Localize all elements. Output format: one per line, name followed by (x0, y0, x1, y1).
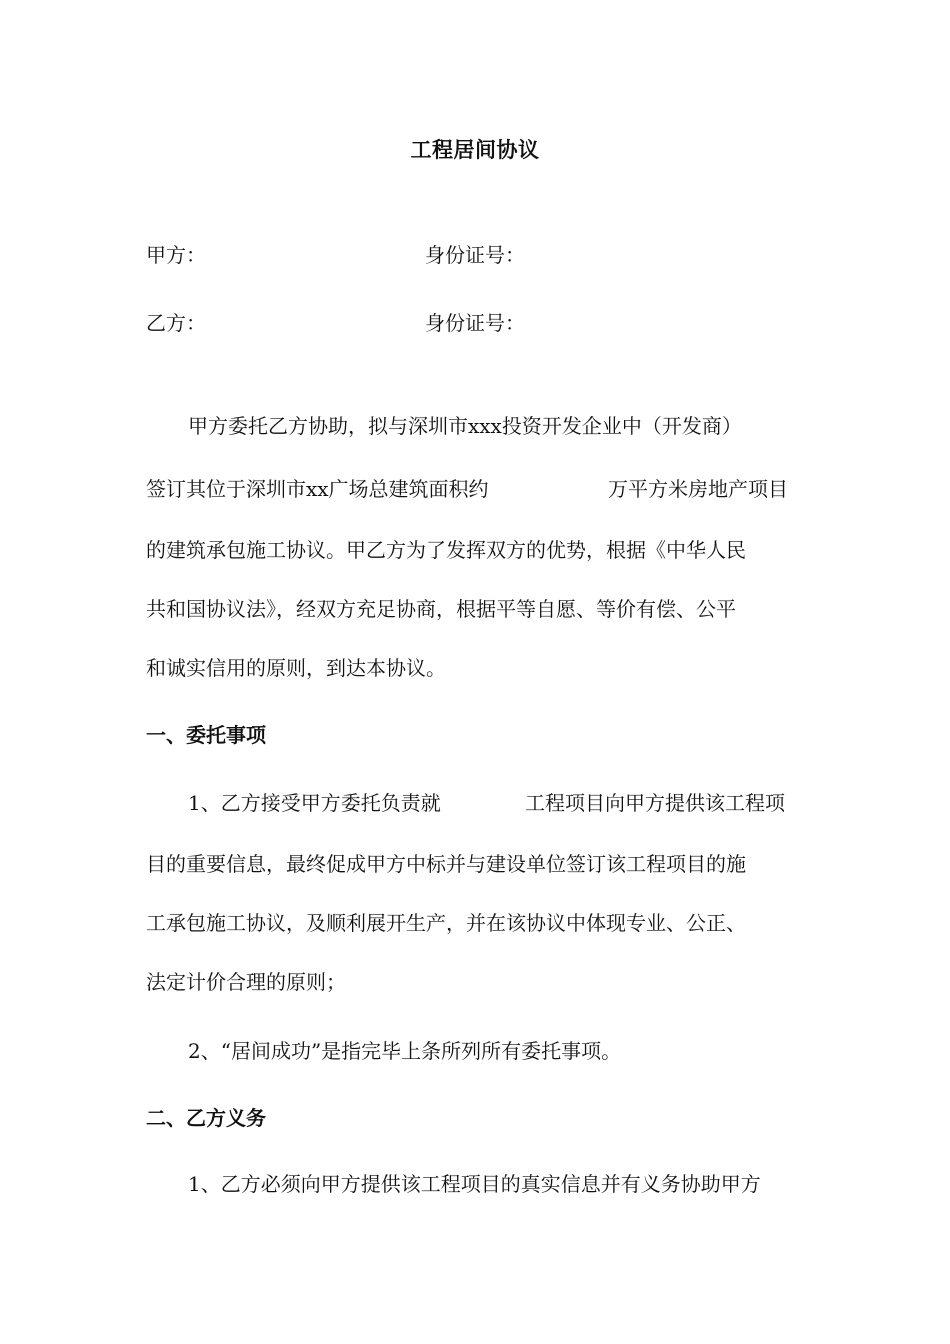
section-1-heading: 一、委托事项 (146, 723, 266, 747)
preamble-line-4: 共和国协议法》，经双方充足协商，根据平等自愿、等价有偿、公平 (146, 597, 736, 621)
preamble-line-2b: 万平方米房地产项目 (608, 477, 788, 501)
section-1-item-1-line-1b: 工程项目向甲方提供该工程项 (525, 791, 785, 815)
section-1-item-1-line-3: 工承包施工协议，及顺利展开生产，并在该协议中体现专业、公正、 (146, 911, 746, 935)
party-a-id-label: 身份证号： (425, 243, 525, 267)
party-a-label: 甲方： (146, 243, 206, 267)
section-1-item-1-line-4: 法定计价合理的原则； (146, 970, 346, 994)
section-2-heading: 二、乙方义务 (146, 1106, 266, 1130)
preamble-line-5: 和诚实信用的原则，到达本协议。 (146, 656, 446, 680)
preamble-line-3: 的建筑承包施工协议。甲乙方为了发挥双方的优势，根据《中华人民 (146, 538, 746, 562)
section-2-item-1-line-1: 1、乙方必须向甲方提供该工程项目的真实信息并有义务协助甲方 (188, 1172, 761, 1196)
document-title: 工程居间协议 (410, 137, 540, 162)
preamble-line-2a: 签订其位于深圳市xx广场总建筑面积约 (146, 477, 489, 501)
party-b-label: 乙方： (146, 311, 206, 335)
section-1-item-1-line-2: 目的重要信息，最终促成甲方中标并与建设单位签订该工程项目的施 (146, 852, 746, 876)
section-1-item-1-line-1a: 1、乙方接受甲方委托负责就 (188, 791, 441, 815)
section-1-item-2: 2、“居间成功”是指完毕上条所列所有委托事项。 (188, 1039, 622, 1063)
preamble-line-1: 甲方委托乙方协助，拟与深圳市xxx投资开发企业中（开发商） (188, 414, 742, 438)
party-b-id-label: 身份证号： (425, 311, 525, 335)
